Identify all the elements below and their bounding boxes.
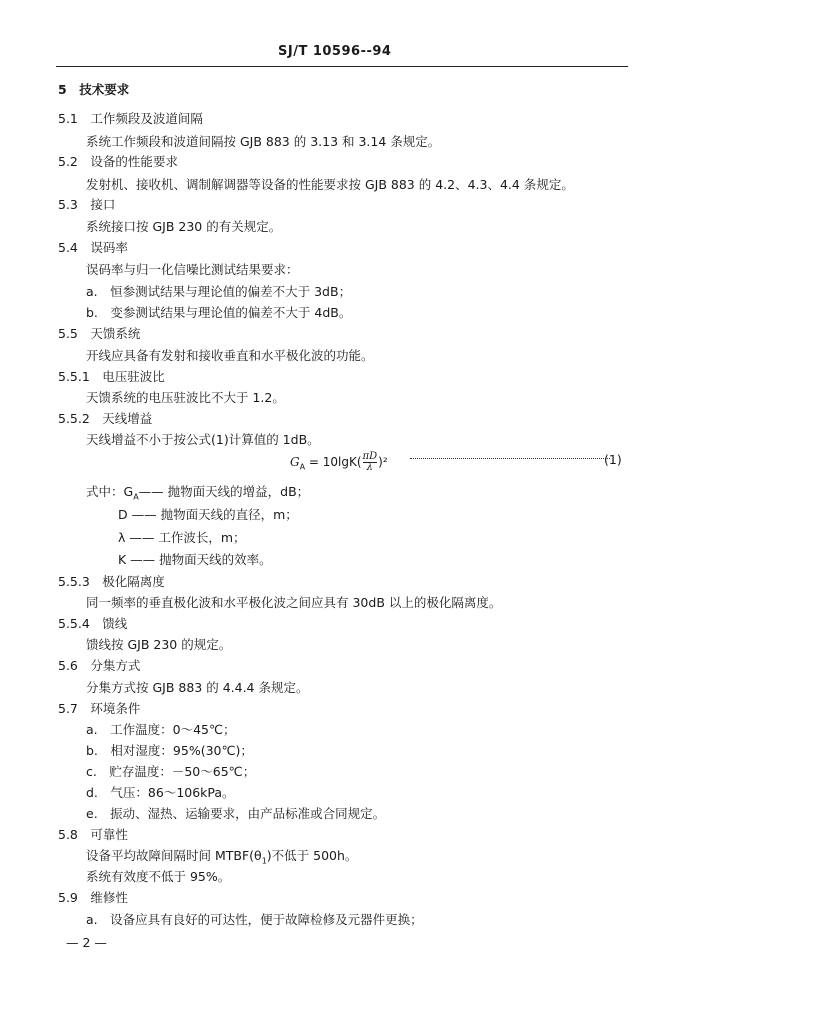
section-5-5-2-body: 天线增益不小于按公式(1)计算值的 1dB。 [86, 432, 320, 447]
document-header: SJ/T 10596--94 [278, 44, 392, 59]
section-5-8-body-2: 系统有效度不低于 95%。 [86, 869, 231, 884]
section-5-5-4-heading: 5.5.4 馈线 [58, 616, 128, 631]
section-5-7-item-a: a. 工作温度：0～45℃； [86, 722, 236, 737]
section-5-7-item-e: e. 振动、湿热、运输要求，由产品标准或合同规定。 [86, 806, 386, 821]
section-5-2-heading: 5.2 设备的性能要求 [58, 154, 178, 169]
section-5-9-heading: 5.9 维修性 [58, 890, 128, 905]
section-5-5-4-body: 馈线按 GJB 230 的规定。 [86, 637, 232, 652]
section-5-6-body: 分集方式按 GJB 883 的 4.4.4 条规定。 [86, 680, 309, 695]
section-5-5-heading: 5.5 天馈系统 [58, 326, 141, 341]
formula-leader-dots [410, 458, 610, 459]
section-5-4-item-a: a. 恒参测试结果与理论值的偏差不大于 3dB； [86, 284, 352, 299]
section-5-9-item-a: a. 设备应具有良好的可达性，便于故障检修及元器件更换； [86, 912, 423, 927]
section-5-7-item-c: c. 贮存温度：－50～65℃； [86, 764, 256, 779]
formula-number: (1) [604, 452, 622, 467]
section-5-4-heading: 5.4 误码率 [58, 240, 128, 255]
where-line-k: K —— 抛物面天线的效率。 [118, 552, 272, 567]
section-5-4-item-b: b. 变参测试结果与理论值的偏差不大于 4dB。 [86, 305, 352, 320]
section-5-1-body: 系统工作频段和波道间隔按 GJB 883 的 3.13 和 3.14 条规定。 [86, 134, 441, 149]
section-5-6-heading: 5.6 分集方式 [58, 658, 141, 673]
section-5-5-1-heading: 5.5.1 电压驻波比 [58, 369, 165, 384]
section-5-5-2-heading: 5.5.2 天线增益 [58, 411, 153, 426]
section-5-5-1-body: 天馈系统的电压驻波比不大于 1.2。 [86, 390, 285, 405]
section-5-5-3-heading: 5.5.3 极化隔离度 [58, 574, 165, 589]
section-5-7-item-d: d. 气压：86～106kPa。 [86, 785, 235, 800]
section-5-1-heading: 5.1 工作频段及波道间隔 [58, 111, 203, 126]
section-5-2-body: 发射机、接收机、调制解调器等设备的性能要求按 GJB 883 的 4.2、4.3、4.4 条规定。 [86, 177, 574, 192]
where-line-d: D —— 抛物面天线的直径，m； [118, 507, 298, 522]
formula-1: $G_A = 10\lg K$( $\frac{\pi D}{\lambda}$ )² [290, 451, 388, 473]
section-5-8-heading: 5.8 可靠性 [58, 827, 128, 842]
section-5-3-heading: 5.3 接口 [58, 197, 116, 212]
page-number: — 2 — [66, 935, 107, 950]
section-5-heading: 5 技术要求 [58, 82, 130, 97]
where-line-ga: 式中：$G_A——$ 抛物面天线的增益，dB； [86, 484, 310, 502]
section-5-3-body: 系统接口按 GJB 230 的有关规定。 [86, 219, 282, 234]
section-5-5-body: 开线应具备有发射和接收垂直和水平极化波的功能。 [86, 348, 374, 363]
where-line-lambda: λ —— 工作波长，m； [118, 530, 246, 545]
section-5-7-item-b: b. 相对湿度：95%(30℃)； [86, 743, 253, 758]
header-rule [56, 66, 628, 67]
section-5-8-body-1: 设备平均故障间隔时间 $MTBF(\theta_1)$不低于 500h。 [86, 848, 358, 866]
section-5-7-heading: 5.7 环境条件 [58, 701, 141, 716]
section-5-4-body: 误码率与归一化信噪比测试结果要求： [86, 262, 299, 277]
section-5-5-3-body: 同一频率的垂直极化波和水平极化波之间应具有 30dB 以上的极化隔离度。 [86, 595, 502, 610]
